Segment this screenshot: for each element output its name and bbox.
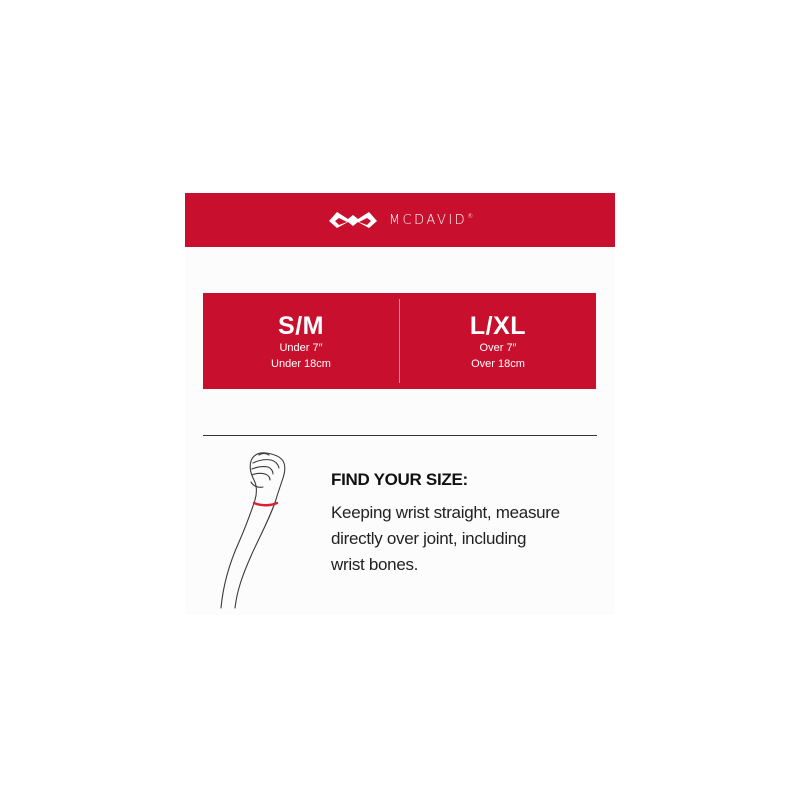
brand-header — [185, 193, 615, 247]
wrist-measurement-arm-icon — [213, 446, 313, 610]
size-inches: Under 7″ — [279, 341, 323, 354]
brand-logo — [327, 210, 473, 230]
size-table — [203, 293, 596, 389]
size-centimeters: Under 18cm — [271, 357, 331, 370]
size-label: S/M — [278, 311, 324, 340]
find-your-size-instructions — [331, 500, 571, 578]
instruction-line: directly over joint, including — [331, 529, 527, 548]
instruction-line: Keeping wrist straight, measure — [331, 503, 560, 522]
instruction-line: wrist bones. — [331, 555, 419, 574]
size-centimeters: Over 18cm — [471, 357, 525, 370]
size-column-large-xlarge — [400, 293, 596, 389]
mcdavid-m-logo-icon — [327, 210, 379, 230]
section-divider — [203, 435, 597, 436]
find-your-size-title: FIND YOUR SIZE: — [331, 470, 468, 489]
brand-wordmark: MCDAVID® — [388, 212, 474, 228]
size-column-small-medium — [203, 293, 399, 389]
size-inches: Over 7″ — [479, 341, 517, 354]
size-label: L/XL — [469, 311, 527, 340]
